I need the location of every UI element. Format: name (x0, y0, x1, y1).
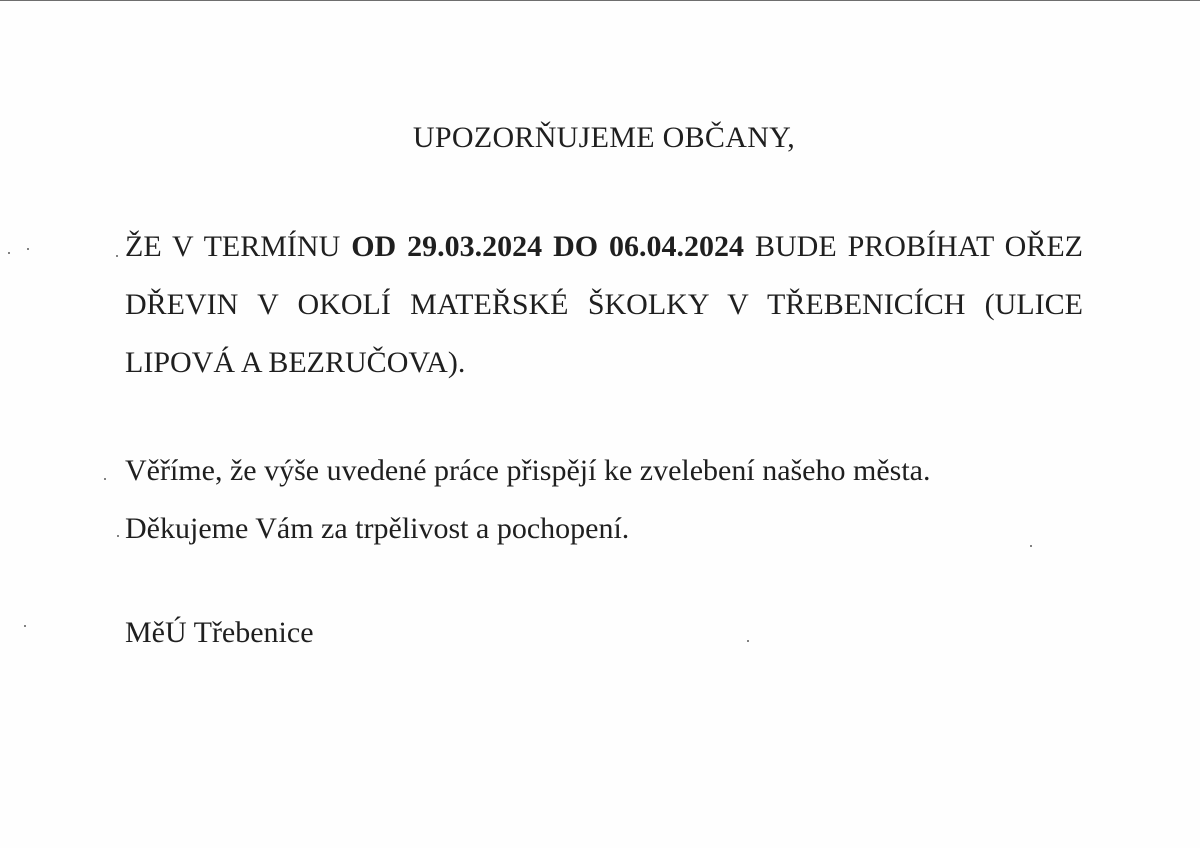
scan-speck (747, 640, 749, 642)
scan-speck (104, 478, 106, 480)
notice-paragraph (125, 218, 1083, 392)
notice-period: OD 29.03.2024 DO 06.04.2024 (351, 230, 745, 263)
thanks-paragraph (125, 442, 1083, 558)
notice-suffix: BUDE PROBÍHAT OŘEZ DŘEVIN V OKOLÍ MATEŘSKÉ ŠKOLKY V TŘEBENICÍCH (ULICE LIPOVÁ A BEZRUČOVA). (125, 230, 1084, 379)
notice-prefix: ŽE V TERMÍNU (125, 230, 352, 263)
thanks-line-2: Děkujeme Vám za trpělivost a pochopení. (125, 512, 630, 545)
signature: MěÚ Třebenice (125, 616, 314, 649)
notice-heading: UPOZORŇUJEME OBČANY, (412, 121, 796, 154)
scan-speck (1030, 545, 1032, 547)
paper-top-edge (0, 0, 1200, 1)
scan-speck (24, 625, 26, 627)
scan-speck (117, 535, 119, 537)
scan-speck (8, 252, 10, 254)
thanks-line-1: Věříme, že výše uvedené práce přispějí ke zvelebení našeho města. (125, 454, 931, 487)
scan-speck (116, 255, 118, 257)
scan-speck (27, 248, 29, 250)
